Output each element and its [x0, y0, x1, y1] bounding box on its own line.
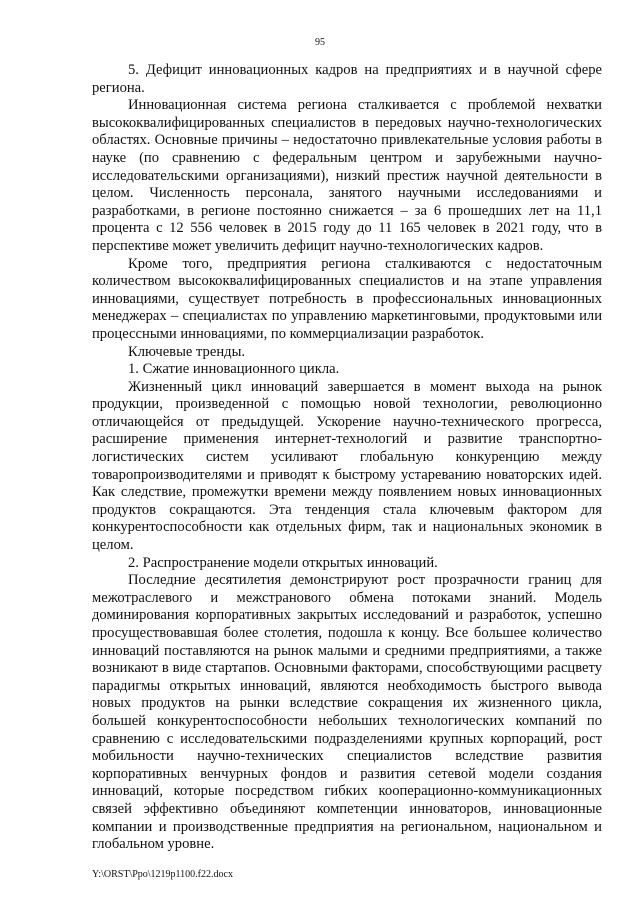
paragraph-innovation-system: Инновационная система региона сталкивается с проблемой нехватки высококвалифицированных специалистов в передовых научно-технологических областях. Основные причины – недостаточно привлекательные условия работы в науке (по сравнению с федеральным центром и зарубежными научно-исследовательскими организациями), низкий престиж научной деятельности в целом. Численность персонала, занятого научными исследованиями и разработками, в регионе постоянно снижается – за 6 прошедших лет на 11,1 процента с 12 556 человек в 2015 году до 11 165 человек в 2021 году, что в перспективе может увеличить дефицит научно-технологических кадров.	[92, 97, 602, 254]
paragraph-innovation-cycle: Жизненный цикл инноваций завершается в момент выхода на рынок продукции, произведенной с помощью новой технологии, революционно отличающейся от предыдущей. Ускорение научно-технического прогресса, расширение применения интернет-технологий и развитие транспортно-логистических систем усиливают глобальную конкуренцию между товаропроизводителями и приводят к быстрому устареванию новаторских идей. Как следствие, промежутки времени между появлением новых инновационных продуктов сокращаются. Эта тенденция стала ключевым фактором для конкурентоспособности как отдельных фирм, так и национальных экономик в целом.	[92, 378, 602, 554]
paragraph-deficit-heading: 5. Дефицит инновационных кадров на предприятиях и в научной сфере региона.	[92, 62, 602, 96]
document-body	[92, 62, 602, 854]
paragraph-key-trends: Ключевые тренды.	[128, 343, 246, 360]
page-number: 95	[315, 37, 325, 48]
paragraph-trend-1-heading: 1. Сжатие инновационного цикла.	[128, 361, 340, 378]
paragraph-trend-2-heading: 2. Распространение модели открытых инноваций.	[128, 554, 438, 571]
paragraph-managers-shortage: Кроме того, предприятия региона сталкиваются с недостаточным количеством высококвалифицированных специалистов и на этапе управления инновациями, существует потребность в профессиональных инновационных менеджерах – специалистах по управлению маркетинговыми, продуктовыми или процессными инновациями, по коммерциализации разработок.	[92, 255, 602, 342]
paragraph-open-innovation: Последние десятилетия демонстрируют рост прозрачности границ для межотраслевого и межстранового обмена потоками знаний. Модель доминирования корпоративных закрытых исследований и разработок, успешно просуществовавшая более столетия, подошла к концу. Все большее количество инноваций поставляются на рынок малыми и средними предприятиями, а также возникают в виде стартапов. Основными факторами, способствующими расцвету парадигмы открытых инноваций, являются необходимость быстрого вывода новых продуктов на рынки вследствие сокращения их жизненного цикла, большей конкурентоспособности небольших технологических компаний по сравнению с исследовательскими подразделениями крупных корпораций, рост мобильности научно-технических специалистов вследствие развития корпоративных венчурных фондов и развития сетевой модели создания инноваций, которые посредством гибких кооперационно-коммуникационных связей эффективно объединяют компетенции инноваторов, инновационные компании и производственные предприятия на региональном, национальном и глобальном уровне.	[92, 572, 602, 853]
footer-file-path: Y:\ORST\Ppo\1219p1100.f22.docx	[92, 869, 233, 880]
